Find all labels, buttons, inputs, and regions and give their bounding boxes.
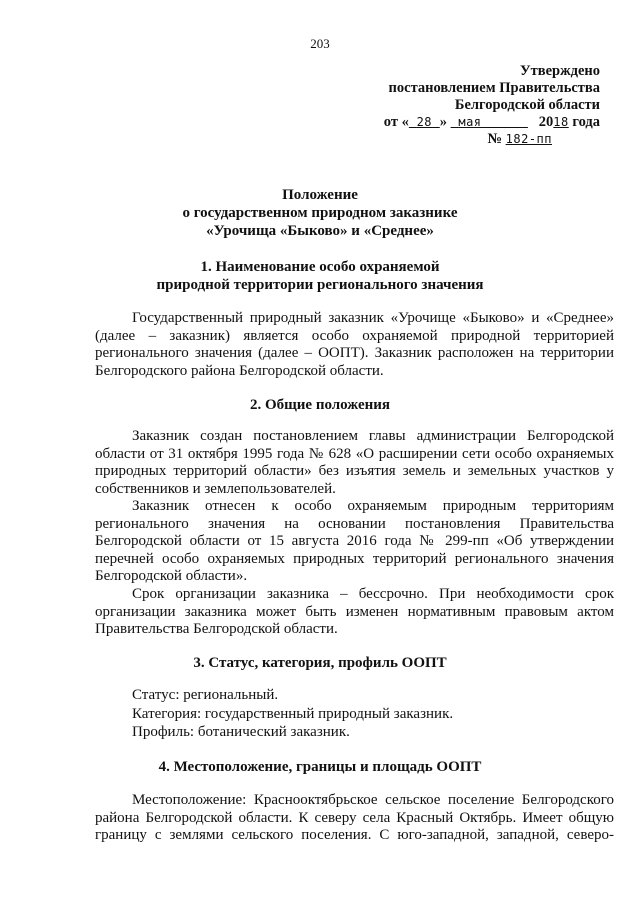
approval-line-1: Утверждено [520, 63, 600, 79]
section-2-heading-text: 2. Общие положения [249, 397, 391, 413]
page-number: 203 [310, 36, 330, 51]
paragraph-line: Белгородского района Белгородской области. [95, 362, 384, 379]
paragraph-line: Государственный природный заказник «Урочище «Быково» и «Среднее» [132, 310, 614, 326]
paragraph-line: района Белгородской области. К северу села Красный Октябрь. Имеет общую [95, 809, 614, 826]
profile-line: Профиль: ботанический заказник. [132, 724, 350, 740]
paragraph-line: Заказник отнесен к особо охраняемым природным территориям [132, 498, 614, 514]
section-2-heading [0, 396, 640, 414]
category-line: Категория: государственный природный заказник. [132, 705, 454, 722]
paragraph-line: области от 31 октября 1995 года № 628 «О расширении сети особо охраняемых [95, 445, 614, 462]
paragraph-line: Белгородской области». [95, 568, 248, 585]
section-3-heading [0, 654, 640, 672]
paragraph-line: Заказник создан постановлением главы администрации Белгородской [132, 428, 614, 444]
approval-year-prefix: 20 [538, 114, 554, 130]
paragraph-line: (далее – заказник) является особо охраняемой природной территорией [95, 327, 614, 344]
section-3-heading-text: 3. Статус, категория, профиль ООПТ [193, 655, 447, 671]
approval-date-month: мая [458, 115, 482, 129]
approval-year-suffix: 18 [553, 115, 569, 129]
approval-number-value: 182-пп [505, 132, 552, 146]
approval-number-prefix: № [487, 131, 503, 147]
paragraph-line: организации заказника может быть изменен нормативным правовым актом [95, 603, 614, 620]
paragraph-line: Правительства Белгородской области. [95, 621, 338, 638]
paragraph-line: регионального значения (далее – ООПТ). Заказник расположен на территории [95, 345, 614, 362]
paragraph-line: Белгородской области от 15 августа 2016 года № 299-пп «Об утверждении [95, 533, 614, 550]
paragraph-line: Срок организации заказника – бессрочно. При необходимости срок [132, 586, 614, 602]
paragraph-line: перечней особо охраняемых природных территорий регионального значения [95, 550, 614, 567]
paragraph-line: Местоположение: Краснооктябрьское сельское поселение Белгородского [132, 792, 614, 808]
section-1-heading [0, 258, 640, 294]
approval-date-mid: » [439, 114, 447, 130]
approval-stamp [360, 63, 600, 148]
paragraph-line: границу с землями сельского поселения. С юго-западной, западной, северо- [95, 827, 614, 844]
approval-date-prefix: от « [383, 114, 409, 130]
paragraph-line: собственников и землепользователей. [95, 480, 336, 497]
approval-line-3: Белгородской области [454, 97, 600, 113]
section-4-heading-text: 4. Местоположение, границы и площадь ООПТ [158, 759, 482, 775]
document-title [0, 186, 640, 240]
section-1-heading-line-2: природной территории регионального значения [156, 277, 484, 293]
section-3-list [132, 686, 453, 742]
approval-date-day: 28 [416, 115, 433, 129]
approval-date-suffix: года [572, 114, 600, 130]
paragraph-line: природных территорий области» без изъятия земель и земельных участков у [95, 463, 614, 480]
approval-date-line [360, 114, 600, 131]
section-4-paragraph [95, 792, 614, 845]
section-4-heading [0, 758, 640, 776]
section-2-paragraph-1 [95, 428, 614, 498]
title-line-2: о государственном природном заказнике [182, 205, 458, 221]
paragraph-line: регионального значения на основании постановления Правительства [95, 515, 614, 532]
status-line: Статус: региональный. [132, 687, 279, 703]
approval-number-line [360, 131, 600, 148]
title-line-3: «Урочища «Быково» и «Среднее» [206, 223, 434, 239]
section-2-paragraph-2 [95, 498, 614, 586]
title-line-1: Положение [282, 187, 358, 203]
section-1-heading-line-1: 1. Наименование особо охраняемой [200, 259, 440, 275]
approval-line-2: постановлением Правительства [388, 80, 600, 96]
section-2-paragraph-3 [95, 586, 614, 639]
section-1-paragraph [95, 310, 614, 380]
